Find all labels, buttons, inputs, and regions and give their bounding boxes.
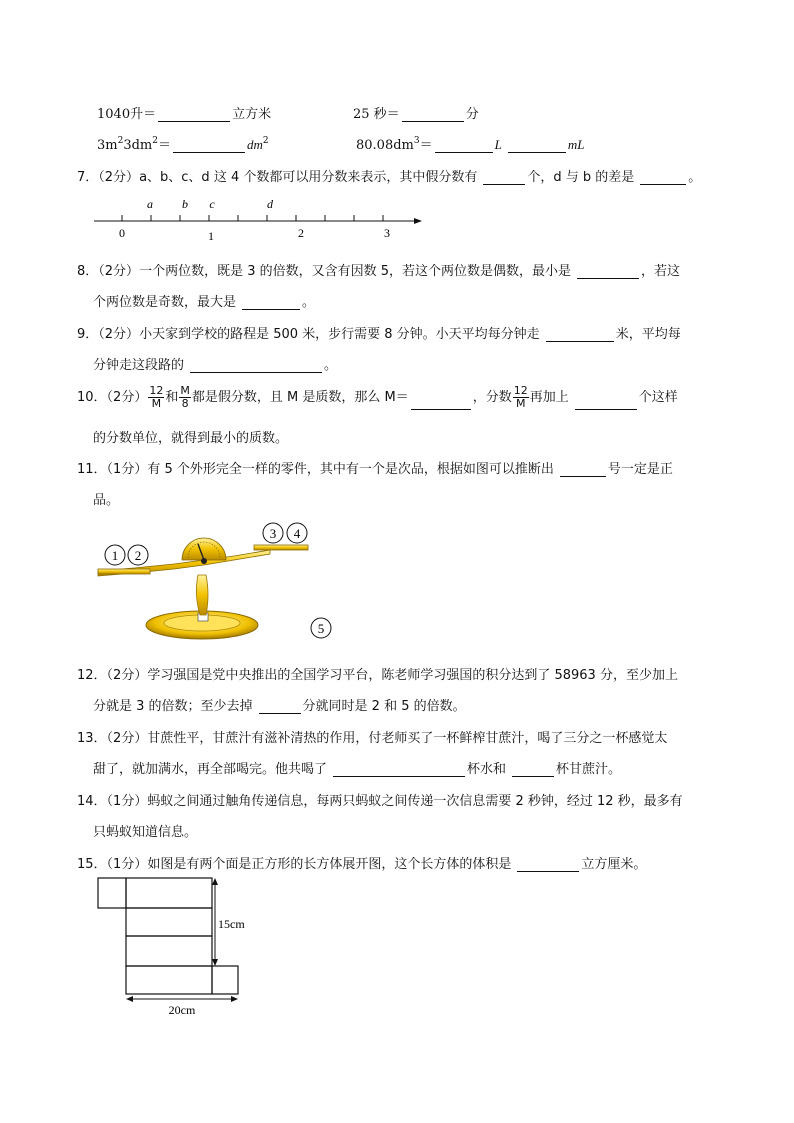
scale-dial bbox=[182, 538, 226, 560]
answer-blank[interactable] bbox=[158, 107, 230, 122]
ticks bbox=[122, 215, 383, 221]
question-12-line-2 bbox=[93, 695, 466, 714]
question-7 bbox=[77, 166, 701, 185]
tick-2: 2 bbox=[298, 226, 304, 240]
question-text: 杯水和 bbox=[467, 762, 507, 777]
tick-3: 3 bbox=[384, 226, 390, 240]
score: （2分） bbox=[106, 731, 148, 746]
answer-blank[interactable] bbox=[517, 857, 579, 872]
answer-blank[interactable] bbox=[435, 138, 493, 153]
question-text: 杯甘蔗汁。 bbox=[556, 762, 622, 777]
width-dimension bbox=[126, 996, 238, 1017]
score: （1分） bbox=[106, 794, 148, 809]
question-number: 14． bbox=[77, 794, 107, 809]
text: 分 bbox=[465, 107, 479, 122]
svg-text:4: 4 bbox=[293, 526, 301, 541]
ball-5 bbox=[311, 618, 331, 638]
score: （2分） bbox=[98, 264, 140, 279]
answer-blank[interactable] bbox=[259, 699, 301, 714]
question-text: 分就同时是 2 和 5 的倍数。 bbox=[302, 699, 466, 714]
label-c: c bbox=[209, 197, 215, 211]
question-14 bbox=[77, 790, 683, 809]
answer-blank[interactable] bbox=[512, 762, 554, 777]
text: 1040升＝ bbox=[97, 107, 157, 122]
ball-3 bbox=[263, 523, 283, 543]
answer-blank[interactable] bbox=[190, 358, 322, 373]
fraction-12-over-M: $\frac{12}{M}$ bbox=[513, 384, 528, 410]
question-text: 只蚂蚁知道信息。 bbox=[93, 825, 198, 840]
left-pan bbox=[98, 569, 150, 574]
svg-text:1: 1 bbox=[111, 548, 119, 563]
question-8 bbox=[77, 260, 680, 279]
answer-blank[interactable] bbox=[333, 762, 465, 777]
text: 3dm bbox=[123, 138, 153, 153]
tick-1: 1 bbox=[208, 229, 214, 243]
answer-blank[interactable] bbox=[483, 170, 525, 185]
question-11-line-2 bbox=[93, 489, 119, 508]
question-text: 品。 bbox=[93, 493, 120, 508]
answer-blank[interactable] bbox=[640, 170, 686, 185]
answer-blank[interactable] bbox=[173, 138, 245, 153]
question-13-line-2 bbox=[93, 758, 621, 777]
question-text: 的分数单位，就得到最小的质数。 bbox=[93, 431, 289, 446]
answer-blank[interactable] bbox=[546, 327, 614, 342]
question-number: 9． bbox=[77, 327, 99, 342]
svg-text:2: 2 bbox=[134, 548, 142, 563]
right-pan bbox=[254, 545, 308, 550]
question-text: d 与 b 的差是 bbox=[553, 170, 635, 185]
question-text: 都是假分数，且 M 是质数，那么 M＝ bbox=[191, 390, 409, 405]
score: （2分） bbox=[106, 668, 148, 683]
question-text: 再加上 bbox=[529, 390, 569, 405]
question-text: 甘蔗性平，甘蔗汁有滋补清热的作用，付老师买了一杯鲜榨甘蔗汁，喝了三分之一杯感觉太 bbox=[147, 731, 668, 746]
answer-blank[interactable] bbox=[402, 107, 464, 122]
text: ＝ bbox=[158, 138, 172, 153]
unit: mL bbox=[567, 137, 585, 152]
question-text: 。 bbox=[688, 170, 702, 185]
question-9-line-2 bbox=[93, 354, 337, 373]
question-number: 8． bbox=[77, 264, 99, 279]
question-text: 立方厘米。 bbox=[581, 857, 647, 872]
unit-conversion-line-1 bbox=[97, 103, 271, 122]
answer-blank[interactable] bbox=[577, 264, 639, 279]
question-text: 蚂蚁之间通过触角传递信息，每两只蚂蚁之间传递一次信息需要 2 秒钟，经过 12 秒，最多有 bbox=[147, 794, 683, 809]
question-text: 小天家到学校的路程是 500 米，步行需要 8 分钟。小天平均每分钟走 bbox=[139, 327, 540, 342]
cuboid-net-figure bbox=[94, 874, 264, 1020]
answer-blank[interactable] bbox=[242, 295, 300, 310]
question-11 bbox=[77, 458, 673, 477]
score: （2分） bbox=[98, 170, 140, 185]
score: （1分） bbox=[106, 857, 148, 872]
question-text: ，分数 bbox=[472, 390, 512, 405]
tick-0: 0 bbox=[119, 226, 125, 240]
height-dimension bbox=[212, 878, 245, 966]
question-15 bbox=[77, 853, 646, 872]
question-13 bbox=[77, 727, 667, 746]
question-text: 个这样 bbox=[638, 390, 678, 405]
answer-blank[interactable] bbox=[560, 462, 606, 477]
text: ＝ bbox=[419, 138, 433, 153]
net-faces bbox=[98, 878, 238, 994]
unit: dm bbox=[247, 137, 263, 152]
question-text: a、b、c、d 这 4 个数都可以用分数来表示，其中假分数有 bbox=[139, 170, 478, 185]
question-text: 号一定是正 bbox=[607, 462, 673, 477]
text: 25 秒＝ bbox=[353, 107, 400, 122]
question-text: 有 5 个外形完全一样的零件，其中有一个是次品，根据如图可以推断出 bbox=[147, 462, 554, 477]
arrow-head bbox=[414, 218, 422, 224]
width-label: 20cm bbox=[168, 1003, 196, 1017]
scale-stand bbox=[196, 575, 208, 615]
svg-text:3: 3 bbox=[269, 526, 277, 541]
question-number: 10． bbox=[77, 390, 107, 405]
answer-blank[interactable] bbox=[508, 138, 566, 153]
unit-conversion-line-2: $3m^23dm^2= dm^2$ bbox=[97, 136, 269, 153]
question-text: 分就是 3 的倍数；至少去掉 bbox=[93, 699, 253, 714]
question-text: 。 bbox=[302, 295, 316, 310]
answer-blank[interactable] bbox=[411, 395, 471, 410]
question-number: 11． bbox=[77, 462, 107, 477]
fraction-M-over-8: $\frac{M}{8}$ bbox=[180, 384, 190, 410]
question-14-line-2 bbox=[93, 821, 197, 840]
question-text: 和 bbox=[165, 390, 179, 405]
question-text: 如图是有两个面是正方形的长方体展开图，这个长方体的体积是 bbox=[147, 857, 512, 872]
question-text: 个两位数是奇数，最大是 bbox=[93, 295, 237, 310]
unit-conversion-line-2-right: $80.08dm^3= L$ mL bbox=[356, 136, 585, 153]
question-number: 13． bbox=[77, 731, 107, 746]
balance-scale-figure bbox=[94, 520, 336, 648]
ball-4 bbox=[287, 523, 307, 543]
question-10-line-2 bbox=[93, 427, 288, 446]
number-line bbox=[92, 193, 424, 243]
label-a: a bbox=[147, 197, 153, 211]
svg-text:5: 5 bbox=[317, 621, 325, 636]
text: 3m bbox=[97, 138, 118, 153]
label-b: b bbox=[182, 197, 188, 211]
question-number: 7． bbox=[77, 170, 99, 185]
answer-blank[interactable] bbox=[575, 395, 637, 410]
question-text: 米，平均每 bbox=[615, 327, 681, 342]
question-text: 一个两位数，既是 3 的倍数，又含有因数 5，若这个两位数是偶数，最小是 bbox=[139, 264, 572, 279]
question-9 bbox=[77, 323, 681, 342]
question-number: 15． bbox=[77, 857, 107, 872]
label-d: d bbox=[267, 197, 273, 211]
question-text: 甜了，就加满水，再全部喝完。他共喝了 bbox=[93, 762, 328, 777]
text: 立方米 bbox=[232, 107, 272, 122]
question-text: 分钟走这段路的 bbox=[93, 358, 185, 373]
unit: L bbox=[494, 137, 502, 152]
question-12 bbox=[77, 664, 678, 683]
height-label: 15cm bbox=[218, 917, 245, 931]
fraction-12-over-M: $\frac{12}{M}$ bbox=[149, 384, 164, 410]
score: （2分） bbox=[106, 390, 148, 405]
text: 80.08dm bbox=[356, 138, 414, 153]
score: （2分） bbox=[98, 327, 140, 342]
question-8-line-2 bbox=[93, 291, 315, 310]
question-text: 。 bbox=[324, 358, 338, 373]
score: （1分） bbox=[106, 462, 148, 477]
question-text: 个， bbox=[527, 170, 554, 185]
question-10 bbox=[77, 385, 678, 410]
question-number: 12． bbox=[77, 668, 107, 683]
question-text: 学习强国是党中央推出的全国学习平台，陈老师学习强国的积分达到了 58963 分，至少加上 bbox=[147, 668, 678, 683]
ball-2 bbox=[128, 545, 148, 565]
unit-conversion-line-1-right bbox=[353, 103, 479, 122]
question-text: ，若这 bbox=[641, 264, 681, 279]
ball-1 bbox=[105, 545, 125, 565]
